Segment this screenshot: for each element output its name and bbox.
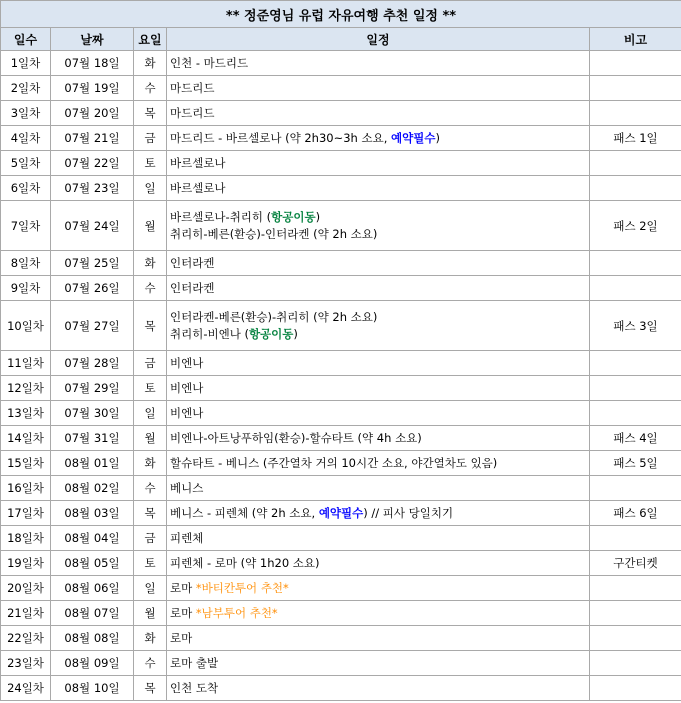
day-cell: 9일차 [1, 276, 51, 301]
plan-text: 취리히-베른(환승)-인터라켄 (약 2h 소요) [170, 226, 378, 241]
plan-line [170, 55, 589, 72]
note-cell: 패스 2일 [590, 201, 681, 251]
plan-cell [167, 426, 590, 451]
weekday-cell: 목 [134, 676, 167, 701]
plan-cell [167, 576, 590, 601]
plan-highlight: 항공이동 [248, 326, 294, 341]
plan-text: 할슈타트 - 베니스 (주간열차 거의 10시간 소요, 야간열차도 있음) [170, 455, 498, 470]
weekday-cell: 화 [134, 251, 167, 276]
plan-cell [167, 126, 590, 151]
table-row [1, 351, 681, 376]
table-row [1, 401, 681, 426]
note-cell [590, 51, 681, 76]
note-cell: 패스 1일 [590, 126, 681, 151]
plan-line [170, 630, 589, 647]
plan-text: 바르셀로나 [170, 155, 226, 170]
plan-text: 인천 - 마드리드 [170, 55, 249, 70]
plan-text: 인터라켄-베른(환승)-취리히 (약 2h 소요) [170, 309, 378, 324]
date-cell: 07월 20일 [51, 101, 134, 126]
plan-text: 마드리드 - 바르셀로나 (약 2h30~3h 소요, [170, 130, 392, 145]
note-cell [590, 401, 681, 426]
table-row [1, 476, 681, 501]
note-cell [590, 651, 681, 676]
date-cell: 07월 21일 [51, 126, 134, 151]
plan-text: 비엔나 [170, 355, 204, 370]
table-row [1, 526, 681, 551]
date-cell: 07월 24일 [51, 201, 134, 251]
date-cell: 08월 06일 [51, 576, 134, 601]
table-row [1, 626, 681, 651]
weekday-cell: 수 [134, 276, 167, 301]
plan-cell [167, 51, 590, 76]
plan-text: ) [315, 209, 321, 224]
day-cell: 7일차 [1, 201, 51, 251]
table-row [1, 151, 681, 176]
plan-text: 인터라켄 [170, 255, 215, 270]
weekday-cell: 금 [134, 126, 167, 151]
date-cell: 08월 09일 [51, 651, 134, 676]
date-cell: 08월 03일 [51, 501, 134, 526]
plan-cell [167, 601, 590, 626]
date-cell: 07월 23일 [51, 176, 134, 201]
plan-line [170, 209, 589, 226]
plan-cell [167, 476, 590, 501]
plan-text: 로마 출발 [170, 655, 219, 670]
plan-text: 마드리드 [170, 105, 215, 120]
date-cell: 07월 25일 [51, 251, 134, 276]
day-cell: 24일차 [1, 676, 51, 701]
plan-line [170, 555, 589, 572]
note-cell: 패스 3일 [590, 301, 681, 351]
note-cell [590, 151, 681, 176]
date-cell: 07월 22일 [51, 151, 134, 176]
plan-line [170, 130, 589, 147]
day-cell: 6일차 [1, 176, 51, 201]
plan-line [170, 355, 589, 372]
plan-line [170, 505, 589, 522]
header-plan: 일정 [167, 28, 590, 51]
day-cell: 11일차 [1, 351, 51, 376]
plan-cell [167, 201, 590, 251]
table-row [1, 601, 681, 626]
table-row [1, 126, 681, 151]
note-cell [590, 276, 681, 301]
note-cell [590, 676, 681, 701]
weekday-cell: 토 [134, 151, 167, 176]
table-row [1, 301, 681, 351]
plan-highlight: 항공이동 [271, 209, 316, 224]
date-cell: 08월 05일 [51, 551, 134, 576]
weekday-cell: 월 [134, 426, 167, 451]
weekday-cell: 토 [134, 551, 167, 576]
weekday-cell: 수 [134, 651, 167, 676]
table-row [1, 501, 681, 526]
table-row [1, 201, 681, 251]
day-cell: 21일차 [1, 601, 51, 626]
date-cell: 07월 26일 [51, 276, 134, 301]
plan-line [170, 255, 589, 272]
plan-cell [167, 276, 590, 301]
plan-text: 취리히-비엔나 ( [170, 326, 249, 341]
plan-cell [167, 401, 590, 426]
plan-cell [167, 251, 590, 276]
plan-text: 베니스 - 피렌체 (약 2h 소요, [170, 505, 319, 520]
weekday-cell: 화 [134, 51, 167, 76]
plan-line [170, 580, 589, 597]
plan-text: ) [435, 130, 440, 145]
weekday-cell: 화 [134, 626, 167, 651]
day-cell: 8일차 [1, 251, 51, 276]
weekday-cell: 수 [134, 76, 167, 101]
note-cell [590, 376, 681, 401]
note-cell [590, 576, 681, 601]
plan-cell [167, 501, 590, 526]
table-row [1, 51, 681, 76]
plan-line [170, 605, 589, 622]
plan-cell [167, 626, 590, 651]
date-cell: 07월 31일 [51, 426, 134, 451]
plan-text: 인천 도착 [170, 680, 219, 695]
table-row [1, 551, 681, 576]
plan-cell [167, 351, 590, 376]
header-row [1, 28, 681, 51]
plan-text: 바르셀로나-취리히 ( [170, 209, 272, 224]
plan-line [170, 105, 589, 122]
plan-highlight: *바티칸투어 추천* [195, 580, 289, 595]
table-row [1, 176, 681, 201]
day-cell: 12일차 [1, 376, 51, 401]
table-row [1, 451, 681, 476]
weekday-cell: 화 [134, 451, 167, 476]
plan-cell [167, 176, 590, 201]
header-weekday: 요일 [134, 28, 167, 51]
sheet-title: ** 정준영님 유럽 자유여행 추천 일정 ** [1, 1, 681, 28]
plan-highlight: 예약필수 [318, 505, 364, 520]
date-cell: 07월 30일 [51, 401, 134, 426]
weekday-cell: 목 [134, 101, 167, 126]
plan-cell [167, 651, 590, 676]
note-cell [590, 251, 681, 276]
day-cell: 19일차 [1, 551, 51, 576]
plan-text: 베니스 [170, 480, 204, 495]
table-row [1, 276, 681, 301]
table-row [1, 251, 681, 276]
plan-text: 비엔나-아트낭푸하임(환승)-할슈타트 (약 4h 소요) [170, 430, 422, 445]
title-row [1, 1, 681, 28]
table-row [1, 101, 681, 126]
day-cell: 15일차 [1, 451, 51, 476]
day-cell: 4일차 [1, 126, 51, 151]
plan-highlight: *남부투어 추천* [195, 605, 278, 620]
plan-line [170, 405, 589, 422]
plan-text: 마드리드 [170, 80, 215, 95]
day-cell: 10일차 [1, 301, 51, 351]
plan-text: ) // 피사 당일치기 [363, 505, 454, 520]
plan-line [170, 655, 589, 672]
note-cell: 패스 4일 [590, 426, 681, 451]
plan-text: 바르셀로나 [170, 180, 226, 195]
date-cell: 07월 18일 [51, 51, 134, 76]
weekday-cell: 토 [134, 376, 167, 401]
plan-line [170, 80, 589, 97]
header-note: 비고 [590, 28, 681, 51]
day-cell: 13일차 [1, 401, 51, 426]
plan-cell [167, 676, 590, 701]
plan-line [170, 326, 589, 343]
plan-text: 로마 [170, 605, 196, 620]
plan-text: 피렌체 [170, 530, 204, 545]
plan-cell [167, 451, 590, 476]
note-cell: 패스 6일 [590, 501, 681, 526]
day-cell: 16일차 [1, 476, 51, 501]
day-cell: 14일차 [1, 426, 51, 451]
weekday-cell: 금 [134, 526, 167, 551]
plan-line [170, 455, 589, 472]
plan-cell [167, 151, 590, 176]
note-cell [590, 476, 681, 501]
plan-text: 피렌체 - 로마 (약 1h20 소요) [170, 555, 320, 570]
plan-text: 로마 [170, 580, 196, 595]
weekday-cell: 월 [134, 601, 167, 626]
header-date: 날짜 [51, 28, 134, 51]
plan-line [170, 530, 589, 547]
weekday-cell: 일 [134, 176, 167, 201]
note-cell [590, 626, 681, 651]
day-cell: 23일차 [1, 651, 51, 676]
note-cell [590, 76, 681, 101]
day-cell: 3일차 [1, 101, 51, 126]
note-cell [590, 101, 681, 126]
day-cell: 5일차 [1, 151, 51, 176]
weekday-cell: 금 [134, 351, 167, 376]
date-cell: 07월 28일 [51, 351, 134, 376]
plan-cell [167, 301, 590, 351]
table-row [1, 651, 681, 676]
note-cell: 패스 5일 [590, 451, 681, 476]
table-row [1, 76, 681, 101]
plan-line [170, 280, 589, 297]
note-cell [590, 526, 681, 551]
plan-text: 비엔나 [170, 405, 204, 420]
plan-line [170, 226, 589, 243]
note-cell [590, 176, 681, 201]
weekday-cell: 목 [134, 501, 167, 526]
weekday-cell: 일 [134, 401, 167, 426]
note-cell [590, 351, 681, 376]
day-cell: 2일차 [1, 76, 51, 101]
plan-text: 인터라켄 [170, 280, 215, 295]
plan-cell [167, 76, 590, 101]
plan-line [170, 309, 589, 326]
date-cell: 08월 07일 [51, 601, 134, 626]
plan-line [170, 430, 589, 447]
plan-line [170, 480, 589, 497]
weekday-cell: 목 [134, 301, 167, 351]
table-row [1, 376, 681, 401]
weekday-cell: 월 [134, 201, 167, 251]
date-cell: 07월 27일 [51, 301, 134, 351]
plan-text: ) [293, 326, 298, 341]
table-row [1, 426, 681, 451]
note-cell [590, 601, 681, 626]
plan-text: 로마 [170, 630, 193, 645]
day-cell: 18일차 [1, 526, 51, 551]
plan-line [170, 155, 589, 172]
weekday-cell: 일 [134, 576, 167, 601]
day-cell: 1일차 [1, 51, 51, 76]
date-cell: 07월 19일 [51, 76, 134, 101]
table-row [1, 676, 681, 701]
date-cell: 08월 08일 [51, 626, 134, 651]
day-cell: 17일차 [1, 501, 51, 526]
plan-cell [167, 376, 590, 401]
plan-highlight: 예약필수 [391, 130, 436, 145]
weekday-cell: 수 [134, 476, 167, 501]
plan-cell [167, 101, 590, 126]
date-cell: 08월 04일 [51, 526, 134, 551]
day-cell: 20일차 [1, 576, 51, 601]
plan-text: 비엔나 [170, 380, 204, 395]
date-cell: 07월 29일 [51, 376, 134, 401]
plan-cell [167, 551, 590, 576]
date-cell: 08월 02일 [51, 476, 134, 501]
table-row [1, 576, 681, 601]
day-cell: 22일차 [1, 626, 51, 651]
header-day: 일수 [1, 28, 51, 51]
plan-line [170, 380, 589, 397]
plan-line [170, 180, 589, 197]
plan-line [170, 680, 589, 697]
note-cell: 구간티켓 [590, 551, 681, 576]
plan-cell [167, 526, 590, 551]
date-cell: 08월 01일 [51, 451, 134, 476]
date-cell: 08월 10일 [51, 676, 134, 701]
